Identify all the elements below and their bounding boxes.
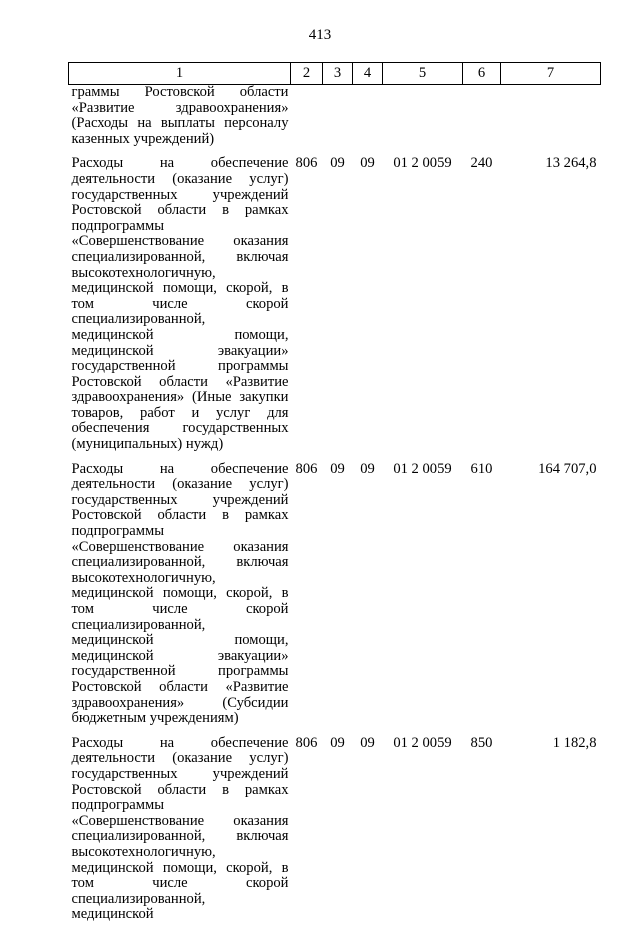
row-expense-type: 240: [470, 155, 493, 172]
row-subsection: 09: [360, 734, 375, 751]
row-expense-type: 850: [470, 734, 493, 751]
table-row: [69, 460, 601, 734]
table-header: [69, 63, 601, 85]
row-description: Расходы на обеспечение деятельности (оказание услуг) государственных учреждений Ростовской области в рамках подпрограммы «Совершенствование оказания специализированной, включая высокотехнологичную, медицинской помощи, скорой, в том числе скорой специализированной, медицинской: [71, 734, 289, 923]
row-subsection: 09: [360, 155, 375, 172]
row-grbs: 806: [295, 734, 318, 751]
row-section: [323, 85, 353, 155]
row-grbs: 806: [295, 460, 318, 477]
row-target-article: 01 2 0059: [393, 460, 452, 477]
header-col-3: 3: [323, 63, 353, 85]
row-target-article: 01 2 0059: [393, 734, 452, 751]
page-number: 413: [308, 27, 332, 43]
header-col-5: 5: [383, 63, 463, 85]
row-amount: 164 707,0: [538, 460, 597, 477]
header-col-7: 7: [501, 63, 601, 85]
header-col-4: 4: [353, 63, 383, 85]
header-col-6: 6: [463, 63, 501, 85]
row-expense-type: 610: [470, 460, 493, 477]
row-target-article: 01 2 0059: [393, 155, 452, 172]
table-row: [69, 734, 601, 930]
row-expense-type: [463, 85, 501, 155]
row-grbs: 806: [295, 155, 318, 172]
row-section: 09: [330, 155, 345, 172]
table-body: [69, 85, 601, 930]
row-description: Расходы на обеспечение деятельности (оказание услуг) государственных учреждений Ростовской области в рамках подпрограммы «Совершенствование оказания специализированной, включая высокотехнологичную, медицинской помощи, скорой, в том числе скорой специализированной, медицинской помощи, медицинской эвакуации» государственной программы Ростовской области «Развитие здравоохранения» (Иные закупки товаров, работ и услуг для обеспечения государственных (муниципальных) нужд): [71, 155, 289, 453]
header-col-1: 1: [69, 63, 291, 85]
row-amount: 13 264,8: [545, 155, 597, 172]
row-description: граммы Ростовской области «Развитие здравоохранения» (Расходы на выплаты персоналу казенных учреждений): [71, 84, 289, 147]
row-section: 09: [330, 734, 345, 751]
row-subsection: 09: [360, 460, 375, 477]
row-section: 09: [330, 460, 345, 477]
budget-table: [68, 62, 601, 930]
header-col-2: 2: [291, 63, 323, 85]
table-row: [69, 154, 601, 459]
row-amount: 1 182,8: [552, 734, 597, 751]
row-grbs: [291, 85, 323, 155]
row-description: Расходы на обеспечение деятельности (оказание услуг) государственных учреждений Ростовской области в рамках подпрограммы «Совершенствование оказания специализированной, включая высокотехнологичную, медицинской помощи, скорой, в том числе скорой специализированной, медицинской помощи, медицинской эвакуации» государственной программы Ростовской области «Развитие здравоохранения» (Субсидии бюджетным учреждениям): [71, 460, 289, 727]
row-amount: [501, 85, 601, 155]
header-row: [69, 63, 601, 85]
table-row: [69, 85, 601, 155]
row-target-article: [383, 85, 463, 155]
row-subsection: [353, 85, 383, 155]
